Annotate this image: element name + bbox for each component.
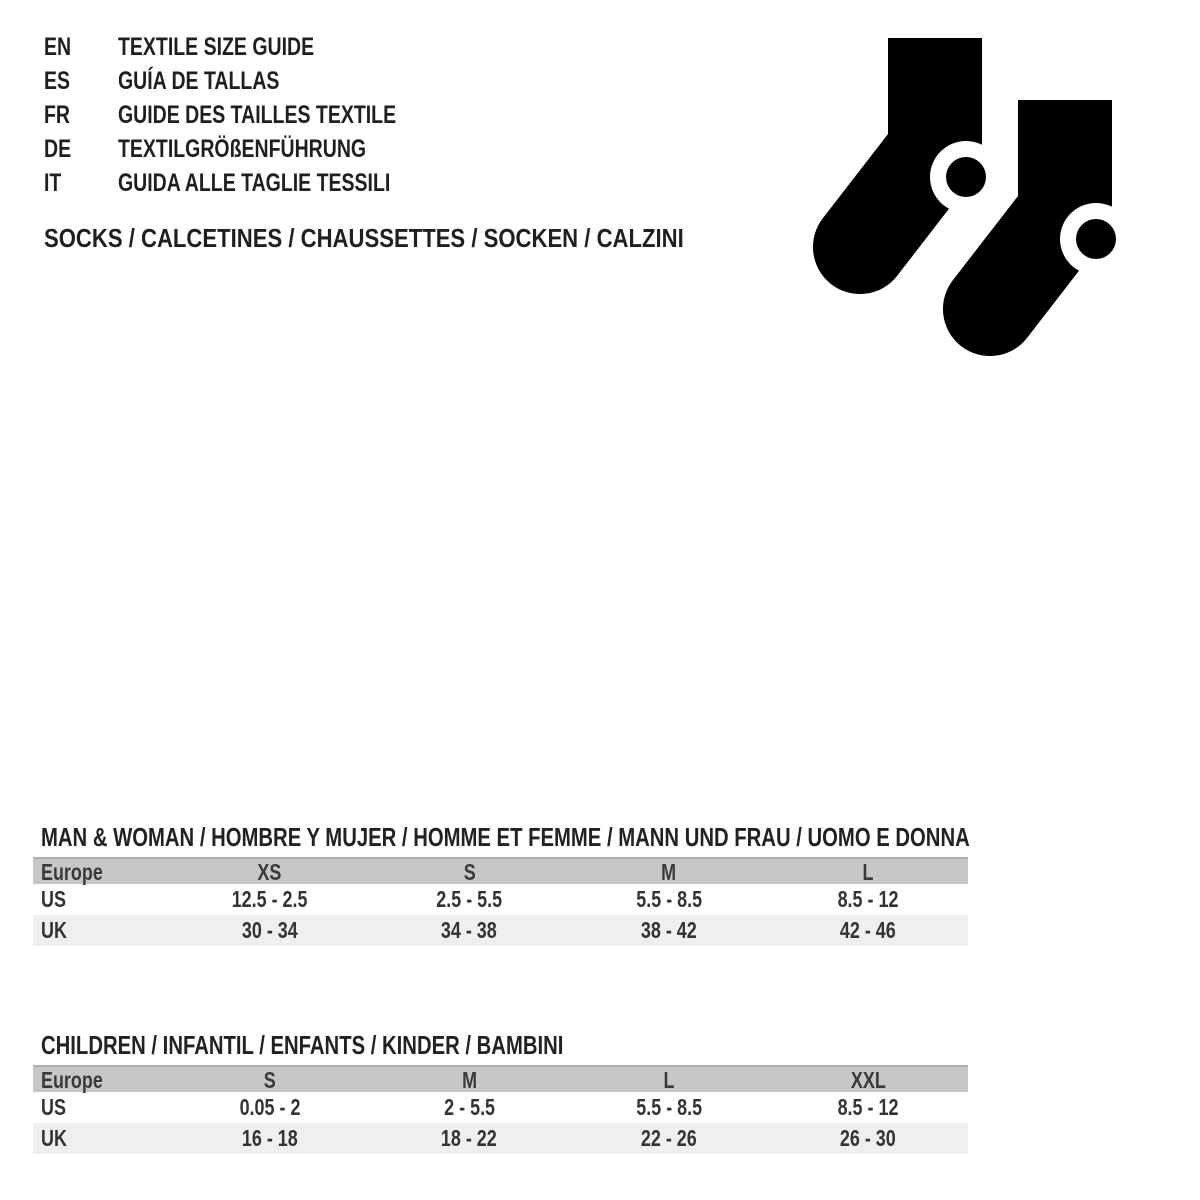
value-text: 18 - 22 [441,1125,498,1151]
header-cell-size [170,1067,370,1094]
value-cell [170,1125,370,1152]
value-cell [370,886,570,913]
language-title [118,67,325,96]
category-line [44,221,797,255]
value-cell [569,886,769,913]
row-label-text: US [41,886,66,912]
header-cell-region [33,1067,170,1094]
table-row-us [33,884,968,915]
table-row-uk [33,915,968,946]
header-cell-text: S [463,859,476,885]
language-row-en [44,30,475,64]
header-cell-size [569,1067,769,1094]
value-text: 2.5 - 5.5 [436,886,503,912]
language-code-text: EN [44,32,72,61]
size-table [33,857,968,946]
row-label-cell [33,1094,170,1121]
value-text: 16 - 18 [241,1125,298,1151]
header-cell-text: L [862,859,874,885]
value-text: 5.5 - 8.5 [635,1094,702,1120]
value-cell [370,1094,570,1121]
table-title-text: MAN & WOMAN / HOMBRE Y MUJER / HOMME ET FEMME / MANN UND FRAU / UOMO E DONNA [41,822,970,852]
value-cell [569,1125,769,1152]
language-title [118,169,467,198]
header-cell-text: Europe [41,1067,103,1093]
value-text: 0.05 - 2 [239,1094,301,1120]
size-table-children [33,1032,968,1154]
value-text: 34 - 38 [441,917,498,943]
header-cell-size [569,859,769,886]
language-code [44,135,118,164]
header-cell-text: XS [257,859,282,885]
size-table-man-woman [33,824,968,946]
language-code [44,67,118,96]
header-cell-text: L [663,1067,675,1093]
category-line-text: SOCKS / CALCETINES / CHAUSSETTES / SOCKEN / CALZINI [44,223,684,253]
value-cell [370,917,570,944]
row-label-text: UK [41,917,67,943]
language-title [118,135,436,164]
language-title-text: TEXTILE SIZE GUIDE [118,32,315,61]
header-cell-text: Europe [41,859,103,885]
header-cell-text: M [661,859,677,885]
language-code [44,33,118,62]
language-list [44,30,475,200]
language-code-text: IT [44,168,62,197]
value-text: 2 - 5.5 [443,1094,495,1120]
value-text: 8.5 - 12 [837,1094,899,1120]
table-title-text: CHILDREN / INFANTIL / ENFANTS / KINDER / BAMBINI [41,1030,564,1060]
row-label-text: UK [41,1125,67,1151]
language-code-text: ES [44,66,71,95]
language-code [44,101,118,130]
value-cell [769,917,969,944]
row-label-cell [33,886,170,913]
language-title-text: TEXTILGRÖßENFÜHRUNG [118,134,367,163]
value-text: 30 - 34 [241,917,298,943]
value-text: 8.5 - 12 [837,886,899,912]
header-cell-text: S [263,1067,276,1093]
header-cell-text: M [461,1067,477,1093]
value-cell [569,1094,769,1121]
table-title [41,822,970,852]
header-cell-size [370,1067,570,1094]
value-cell [769,1125,969,1152]
value-text: 22 - 26 [640,1125,697,1151]
header-cell-size [370,859,570,886]
header-cell-size [769,859,969,886]
table-header-row [33,1065,968,1092]
table-title [41,1030,968,1060]
value-cell [769,886,969,913]
language-code [44,169,118,198]
value-cell [569,917,769,944]
value-cell [769,1094,969,1121]
header-cell-size [769,1067,969,1094]
language-row-fr [44,98,475,132]
language-title-text: GUÍA DE TALLAS [118,66,280,95]
table-row-uk [33,1123,968,1154]
language-row-it [44,166,475,200]
value-text: 5.5 - 8.5 [635,886,702,912]
language-title [118,101,475,130]
header-cell-size [170,859,370,886]
language-code-text: FR [44,100,70,129]
row-label-cell [33,1125,170,1152]
row-label-text: US [41,1094,66,1120]
table-header-row [33,857,968,884]
size-table [33,1065,968,1154]
header-cell-region [33,859,170,886]
row-label-cell [33,917,170,944]
value-text: 42 - 46 [840,917,897,943]
value-cell [170,917,370,944]
value-text: 26 - 30 [840,1125,897,1151]
header-cell-text: XXL [850,1067,886,1093]
language-title [118,33,369,62]
value-cell [370,1125,570,1152]
value-text: 38 - 42 [640,917,697,943]
language-title-text: GUIDE DES TAILLES TEXTILE [118,100,397,129]
language-row-de [44,132,475,166]
value-cell [170,886,370,913]
value-text: 12.5 - 2.5 [231,886,308,912]
language-row-es [44,64,475,98]
socks-icon [812,30,1134,360]
language-title-text: GUIDA ALLE TAGLIE TESSILI [118,168,391,197]
value-cell [170,1094,370,1121]
table-row-us [33,1092,968,1123]
language-code-text: DE [44,134,72,163]
